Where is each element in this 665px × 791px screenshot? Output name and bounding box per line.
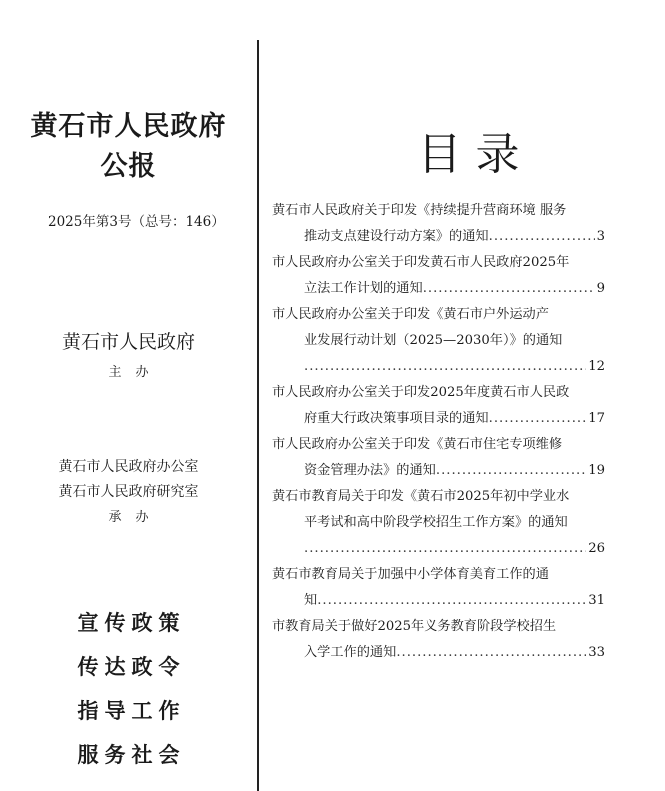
toc-entry[interactable] (272, 562, 605, 614)
toc-entry-page: 33 (588, 645, 605, 660)
toc-entry-title-cont: 府重大行政决策事项目录的通知 (304, 411, 489, 426)
toc-entry-title-cont: 业发展行动计划（2025—2030年）》的通知 (304, 333, 563, 348)
toc-entry-title-cont: 立法工作计划的通知 (304, 281, 423, 296)
toc-entry-title-cont: 入学工作的通知 (304, 645, 397, 660)
leader-dots (317, 588, 586, 614)
toc-entry-title-cont: 知 (304, 593, 318, 608)
toc-entry-page: 9 (596, 281, 605, 296)
leader-dots (489, 224, 595, 250)
motto-line: 宣传政策 (77, 610, 186, 635)
publication-title-line2: 公报 (100, 151, 157, 182)
motto-line: 指导工作 (77, 698, 186, 723)
motto-line: 传达政令 (77, 654, 186, 679)
toc-list (272, 198, 605, 666)
toc-entry[interactable] (272, 250, 605, 302)
toc-entry[interactable] (272, 302, 605, 380)
toc-entry-title: 市人民政府办公室关于印发《黄石市户外运动产 (272, 307, 549, 322)
toc-entry-title: 黄石市教育局关于加强中小学体育美育工作的通 (272, 567, 549, 582)
toc-entry[interactable] (272, 614, 605, 666)
toc-entry-title: 市人民政府办公室关于印发《黄石市住宅专项维修 (272, 437, 563, 452)
toc-entry-page: 26 (588, 541, 605, 556)
toc-entry-title: 市教育局关于做好2025年义务教育阶段学校招生 (272, 619, 557, 634)
toc-entry-title: 黄石市人民政府关于印发《持续提升营商环境 服务 (272, 203, 567, 218)
organizer-role: 承办 (108, 510, 163, 525)
organizer-name: 黄石市人民政府研究室 (58, 484, 199, 500)
toc-entry[interactable] (272, 380, 605, 432)
leader-dots (304, 536, 586, 562)
toc-entry[interactable] (272, 432, 605, 484)
toc-entry-title-cont: 资金管理办法》的通知 (304, 463, 436, 478)
toc-entry[interactable] (272, 484, 605, 562)
toc-entry-title-cont: 平考试和高中阶段学校招生工作方案》的通知 (304, 515, 568, 530)
toc-entry-page: 12 (588, 359, 605, 374)
publication-title-line1: 黄石市人民政府 (30, 111, 227, 142)
toc-entry-title: 市人民政府办公室关于印发2025年度黄石市人民政 (272, 385, 570, 400)
issue-number: 2025年第3号（总号：146） (48, 214, 225, 230)
cover-left-panel (0, 0, 257, 791)
toc-title: 目录 (417, 129, 534, 180)
toc-entry-title: 市人民政府办公室关于印发黄石市人民政府2025年 (272, 255, 570, 270)
leader-dots (489, 406, 587, 432)
table-of-contents-panel (272, 0, 665, 791)
toc-entry-page: 19 (588, 463, 605, 478)
sponsor-name: 黄石市人民政府 (61, 331, 195, 353)
toc-entry-page: 3 (596, 229, 605, 244)
motto-line: 服务社会 (77, 742, 186, 767)
leader-dots (436, 458, 586, 484)
toc-entry-page: 31 (588, 593, 605, 608)
leader-dots (423, 276, 595, 302)
leader-dots (304, 354, 586, 380)
sponsor-role: 主办 (108, 365, 163, 380)
toc-entry[interactable] (272, 198, 605, 250)
leader-dots (396, 640, 586, 666)
toc-entry-title: 黄石市教育局关于印发《黄石市2025年初中学业水 (272, 489, 570, 504)
toc-entry-title-cont: 推动支点建设行动方案》的通知 (304, 229, 489, 244)
organizer-name: 黄石市人民政府办公室 (58, 459, 199, 475)
toc-entry-page: 17 (588, 411, 605, 426)
column-divider (257, 40, 259, 791)
